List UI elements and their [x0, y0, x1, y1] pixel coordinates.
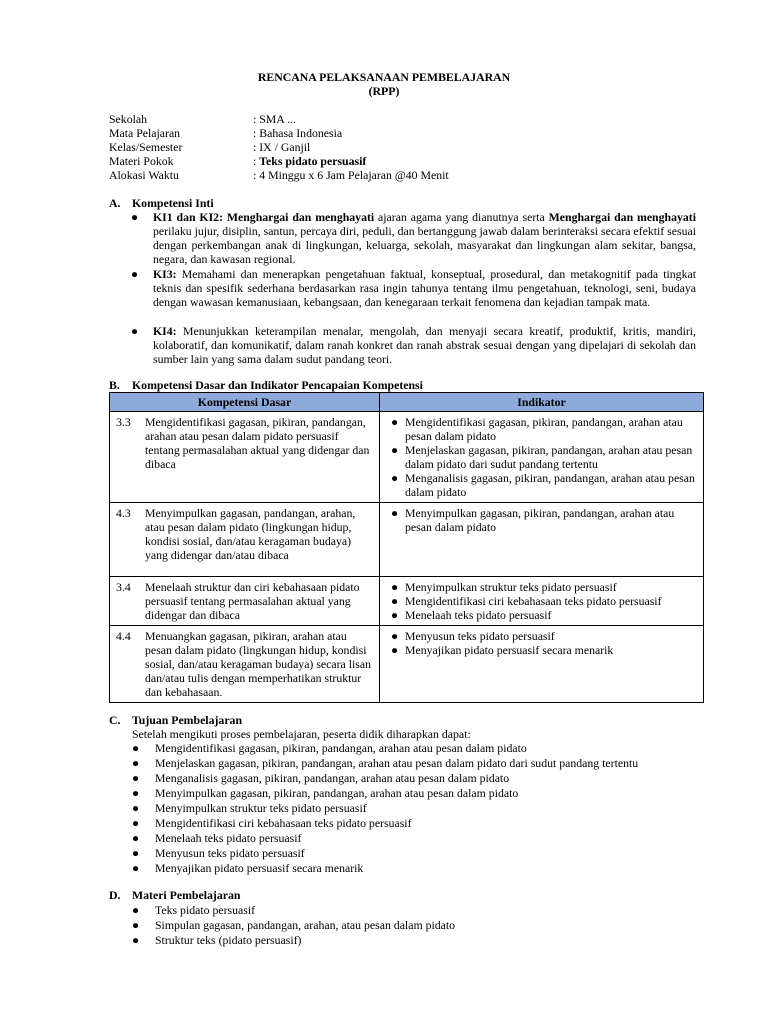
list-item: [132, 831, 732, 846]
identity-value: : SMA ...: [253, 112, 296, 126]
bullet-icon: ●: [391, 629, 399, 643]
ki-body: Menunjukkan keterampilan menalar, mengolah, dan menyaji secara kreatif, produktif, kritis, mandiri, kolaboratif, dan komunikatif, dalam ranah konkret dan ranah abstrak sesuai dengan yang dipelajari di sekolah dan sumber lain yang sama dalam sudut pandang teori.: [153, 324, 696, 366]
section-c-heading: [109, 713, 242, 727]
document-subtitle: (RPP): [368, 84, 400, 98]
indicator-item: [386, 643, 698, 657]
ki-body: perilaku jujur, disiplin, santun, percaya diri, peduli, dan bertanggung jawab dalam berinteraksi secara efektif sesuai dengan perkembangan anak di lingkungan, keluarga, sekolah, masyarakat dan lingkungan alam sekitar, bangsa, negara, dan kawasan regional.: [153, 224, 696, 266]
list-item: [132, 786, 732, 801]
ki-text: [153, 210, 696, 266]
list-item-text: Simpulan gagasan, pandangan, arahan, atau pesan dalam pidato: [155, 918, 456, 932]
indicator-item: [386, 471, 698, 499]
indicator-text: Menyajikan pidato persuasif secara menarik: [405, 643, 614, 657]
section-b-heading: [109, 378, 423, 392]
ki-text: [153, 267, 696, 309]
identity-key: Mata Pelajaran: [109, 126, 181, 140]
table-row: [110, 503, 704, 577]
bullet-icon: ●: [132, 756, 140, 770]
identity-value: [253, 154, 366, 168]
section-title: Kompetensi Dasar dan Indikator Pencapaian Kompetensi: [132, 378, 423, 392]
identity-row: [109, 168, 669, 182]
list-item-text: Menyusun teks pidato persuasif: [155, 846, 305, 860]
list-item: [132, 903, 732, 918]
bullet-icon: ●: [391, 594, 399, 608]
indicator-item: [386, 594, 698, 608]
table-header-indikator: Indikator: [380, 393, 704, 412]
bullet-icon: ●: [132, 741, 140, 755]
identity-key: Sekolah: [109, 112, 148, 126]
ki-bold: Menghargai dan menghayati: [548, 210, 696, 224]
ki-bold: Menghargai dan menghayati: [226, 210, 375, 224]
list-item: [132, 801, 732, 816]
kd-text: Menelaah struktur dan ciri kebahasaan pidato persuasif tentang permasalahan aktual yang didengar dan dibaca: [145, 580, 360, 622]
ki-label: KI1 dan KI2:: [153, 210, 223, 224]
list-item-text: Struktur teks (pidato persuasif): [155, 933, 302, 947]
identity-value: : 4 Minggu x 6 Jam Pelajaran @40 Menit: [253, 168, 449, 182]
list-item: [132, 861, 732, 876]
ki-label: KI3:: [153, 267, 177, 281]
indicator-text: Menyusun teks pidato persuasif: [405, 629, 555, 643]
bullet-icon: ●: [132, 918, 140, 932]
indicator-item: [386, 629, 698, 643]
bullet-icon: ●: [131, 324, 139, 338]
list-item-text: Mengidentifikasi ciri kebahasaan teks pidato persuasif: [155, 816, 412, 830]
indicator-cell: [380, 577, 704, 626]
indicator-cell: [380, 626, 704, 703]
kd-number: 3.3: [116, 415, 131, 429]
kd-cell: [110, 577, 380, 626]
indicator-text: Menganalisis gagasan, pikiran, pandangan, arahan atau pesan dalam pidato: [405, 471, 695, 499]
identity-row: [109, 126, 669, 140]
section-c-intro: Setelah mengikuti proses pembelajaran, peserta didik diharapkan dapat:: [132, 727, 471, 741]
section-letter: B.: [109, 378, 120, 392]
kd-cell: [110, 626, 380, 703]
list-item: [132, 846, 732, 861]
bullet-icon: ●: [132, 846, 140, 860]
section-title: Tujuan Pembelajaran: [132, 713, 243, 727]
identity-value-bold: Teks pidato persuasif: [259, 154, 367, 168]
document-title: RENCANA PELAKSANAAN PEMBELAJARAN: [257, 70, 511, 84]
indicator-text: Menjelaskan gagasan, pikiran, pandangan, arahan atau pesan dalam pidato dari sudut pandang tertentu: [405, 443, 693, 471]
list-item: [132, 918, 732, 933]
identity-key: Alokasi Waktu: [109, 168, 179, 182]
kd-number: 4.3: [116, 506, 131, 520]
indicator-item: [386, 443, 698, 471]
bullet-icon: ●: [132, 933, 140, 947]
indicator-text: Menyimpulkan gagasan, pikiran, pandangan, arahan atau pesan dalam pidato: [405, 506, 675, 534]
kd-text: Mengidentifikasi gagasan, pikiran, pandangan, arahan atau pesan dalam pidato persuasif tentang permasalahan aktual yang didengar dan dibaca: [145, 415, 370, 471]
ki-body: Memahami dan menerapkan pengetahuan faktual, konseptual, prosedural, dan metakognitif pada tingkat teknis dan spesifik sederhana berdasarkan rasa ingin tahunya tentang ilmu pengetahuan, teknologi, seni, budaya dengan wawasan kemanusiaan, kebangsaan, dan kenegaraan terkait fenomena dan kejadian tampak mata.: [153, 267, 696, 309]
bullet-icon: ●: [132, 801, 140, 815]
identity-row: [109, 112, 669, 126]
identity-key: Materi Pokok: [109, 154, 174, 168]
indicator-text: Menelaah teks pidato persuasif: [405, 608, 552, 622]
indicator-item: [386, 580, 698, 594]
ki-item: [131, 210, 696, 266]
objectives-list: [132, 741, 732, 876]
table-header-row: [110, 393, 704, 412]
list-item-text: Menjelaskan gagasan, pikiran, pandangan, arahan atau pesan dalam pidato dari sudut pandang tertentu: [155, 756, 639, 770]
table-row: [110, 412, 704, 503]
section-a-heading: [109, 196, 214, 210]
competency-table: [109, 392, 704, 703]
section-letter: C.: [109, 713, 121, 727]
identity-value: : Bahasa Indonesia: [253, 126, 343, 140]
kd-cell: [110, 503, 380, 577]
list-item: [132, 933, 732, 948]
bullet-icon: ●: [132, 861, 140, 875]
ki-label: KI4:: [153, 324, 177, 338]
kd-number: 3.4: [116, 580, 131, 594]
list-item-text: Mengidentifikasi gagasan, pikiran, pandangan, arahan atau pesan dalam pidato: [155, 741, 527, 755]
kd-text: Menuangkan gagasan, pikiran, arahan atau pesan dalam pidato (lingkungan hidup, kondisi sosial, dan/atau keragaman budaya) secara lisan dan/atau tulis dengan memperhatikan struktur dan kebahasaan.: [145, 629, 372, 699]
bullet-icon: ●: [391, 643, 399, 657]
table-header-kd: Kompetensi Dasar: [110, 393, 380, 412]
materials-list: [132, 903, 732, 948]
list-item-text: Menelaah teks pidato persuasif: [155, 831, 302, 845]
section-title: Kompetensi Inti: [132, 196, 214, 210]
list-item-text: Menyimpulkan gagasan, pikiran, pandangan, arahan atau pesan dalam pidato: [155, 786, 519, 800]
bullet-icon: ●: [131, 267, 139, 281]
bullet-icon: ●: [132, 771, 140, 785]
section-letter: A.: [109, 196, 121, 210]
identity-value-prefix: :: [253, 154, 260, 168]
indicator-text: Mengidentifikasi ciri kebahasaan teks pidato persuasif: [405, 594, 662, 608]
bullet-icon: ●: [391, 580, 399, 594]
bullet-icon: ●: [391, 415, 399, 429]
bullet-icon: ●: [391, 608, 399, 622]
ki-item: [131, 324, 696, 366]
bullet-icon: ●: [391, 506, 399, 520]
section-d-heading: [109, 888, 240, 902]
kd-text: Menyimpulkan gagasan, pandangan, arahan, atau pesan dalam pidato (lingkungan hidup, kondisi sosial, dan/atau keragaman budaya) yang didengar dan/atau dibaca: [145, 506, 356, 562]
bullet-icon: ●: [391, 443, 399, 457]
indicator-item: [386, 608, 698, 622]
indicator-cell: [380, 412, 704, 503]
list-item-text: Menyimpulkan struktur teks pidato persuasif: [155, 801, 367, 815]
list-item-text: Menganalisis gagasan, pikiran, pandangan, arahan atau pesan dalam pidato: [155, 771, 510, 785]
indicator-text: Mengidentifikasi gagasan, pikiran, pandangan, arahan atau pesan dalam pidato: [405, 415, 683, 443]
bullet-icon: ●: [131, 210, 139, 224]
bullet-icon: ●: [391, 471, 399, 485]
identity-row: [109, 140, 669, 154]
identity-value: : IX / Ganjil: [253, 140, 311, 154]
bullet-icon: ●: [132, 786, 140, 800]
list-item-text: Menyajikan pidato persuasif secara menarik: [155, 861, 364, 875]
list-item: [132, 771, 732, 786]
list-item-text: Teks pidato persuasif: [155, 903, 256, 917]
ki-body: ajaran agama yang dianutnya serta: [374, 210, 549, 224]
list-item: [132, 816, 732, 831]
indicator-cell: [380, 503, 704, 577]
section-letter: D.: [109, 888, 121, 902]
identity-key: Kelas/Semester: [109, 140, 183, 154]
list-item: [132, 756, 732, 771]
indicator-item: [386, 415, 698, 443]
section-title: Materi Pembelajaran: [132, 888, 241, 902]
table-row: [110, 626, 704, 703]
kd-number: 4.4: [116, 629, 131, 643]
list-item: [132, 741, 732, 756]
bullet-icon: ●: [132, 903, 140, 917]
kd-cell: [110, 412, 380, 503]
bullet-icon: ●: [132, 816, 140, 830]
table-row: [110, 577, 704, 626]
indicator-item: [386, 506, 698, 534]
ki-item: [131, 267, 696, 309]
bullet-icon: ●: [132, 831, 140, 845]
identity-row: [109, 154, 669, 168]
ki-text: [153, 324, 696, 366]
indicator-text: Menyimpulkan struktur teks pidato persuasif: [405, 580, 617, 594]
